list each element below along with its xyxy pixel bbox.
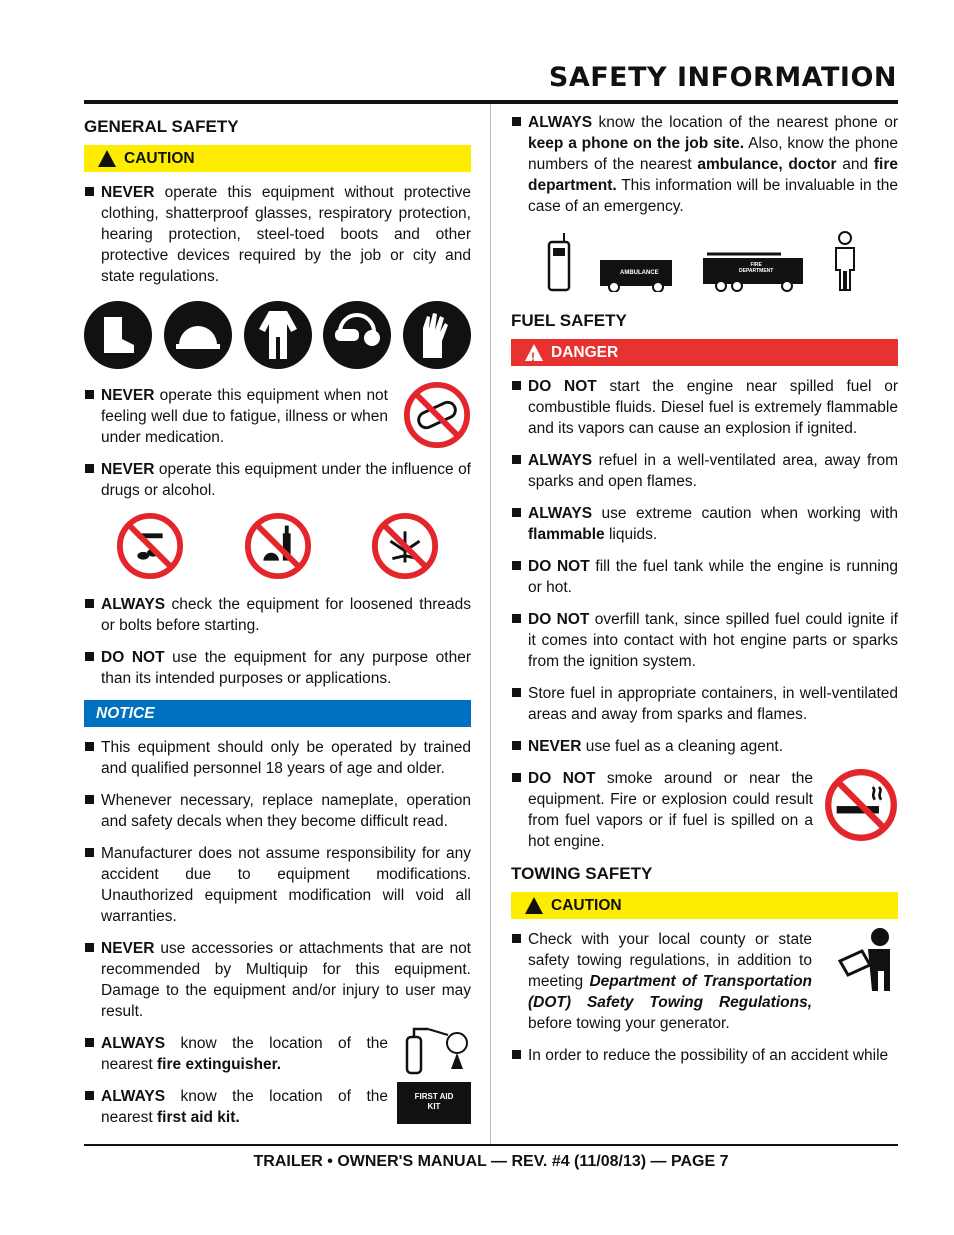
bullet-flammable-liquids: ALWAYS use extreme caution when working with flammable liquids. [511, 503, 898, 545]
ambulance-label: AMBULANCE [620, 270, 659, 276]
towing-caution-label: CAUTION [551, 897, 622, 914]
fire-dept-label: FIRE DEPARTMENT [739, 262, 774, 274]
fire-extinguisher-icon [401, 1023, 471, 1081]
cell-phone-icon [547, 232, 571, 292]
fire-truck-icon [701, 250, 805, 292]
warning-triangle-icon [525, 344, 543, 361]
gloves-icon [403, 301, 471, 369]
no-marijuana-icon [371, 512, 439, 580]
bullet-drugs-alcohol: NEVER operate this equipment under the influence of drugs or alcohol. [84, 459, 471, 501]
bullet-intended-purpose: DO NOT use the equipment for any purpose other than its intended purposes or applications. [84, 647, 471, 689]
fuel-safety-heading: FUEL SAFETY [511, 311, 627, 330]
bullet-towing-regulations: Check with your local county or state safety towing regulations, in addition to meeting Department of Transportation (DOT) Safety Towing Regulations, before towing your generator. [511, 929, 812, 1034]
bullet-spilled-fuel: DO NOT start the engine near spilled fuel or combustible fluids. Diesel fuel is extremely flammable and its vapors can cause an explosion if ignited. [511, 376, 898, 439]
bullet-accessories: NEVER use accessories or attachments that are not recommended by Multiquip for this equipment. Damage to the equipment and/or injury to user may result. [84, 938, 471, 1022]
bullet-store-fuel: Store fuel in appropriate containers, in well-ventilated areas and away from sparks and flames. [511, 683, 898, 725]
towing-caution-banner [511, 892, 898, 919]
left-column [84, 104, 471, 1139]
bullet-refuel-ventilated: ALWAYS refuel in a well-ventilated area, away from sparks and open flames. [511, 450, 898, 492]
bullet-reduce-accident: In order to reduce the possibility of an accident while [511, 1045, 898, 1066]
emergency-icon-row [511, 228, 898, 292]
page-footer: TRAILER • OWNER'S MANUAL — REV. #4 (11/08/13) — PAGE 7 [253, 1153, 729, 1170]
right-column [511, 104, 898, 1077]
general-safety-heading: GENERAL SAFETY [84, 117, 239, 136]
no-drugs-icon [116, 512, 184, 580]
danger-label: DANGER [551, 344, 619, 361]
ppe-icon-row [84, 301, 471, 369]
bullet-check-threads: ALWAYS check the equipment for loosened threads or bolts before starting. [84, 594, 471, 636]
no-medication-icon [403, 381, 471, 455]
doctor-icon [832, 230, 858, 292]
first-aid-kit-label: KIT [427, 1102, 441, 1111]
notice-banner [84, 700, 471, 727]
towing-safety-heading: TOWING SAFETY [511, 864, 653, 883]
bullet-phone-location: ALWAYS know the location of the nearest phone or keep a phone on the job site. Also, know the phone numbers of the nearest ambulance, doctor and fire department. This information will be invaluable in the case of an emergency. [511, 112, 898, 217]
first-aid-label: FIRST AID [414, 1092, 454, 1101]
bullet-not-feeling-well: NEVER operate this equipment when not feeling well due to fatigue, illness or when under medication. [84, 385, 388, 448]
warning-triangle-icon [525, 897, 543, 914]
bullet-fire-extinguisher: ALWAYS know the location of the nearest fire extinguisher. [84, 1033, 388, 1075]
bullet-overfill-tank: DO NOT overfill tank, since spilled fuel could ignite if it comes into contact with hot engine parts or sparks from the ignition system. [511, 609, 898, 672]
bullet-replace-decals: Whenever necessary, replace nameplate, operation and safety decals when they become difficult read. [84, 790, 471, 832]
drug-alcohol-icon-row [84, 512, 471, 580]
column-divider [490, 104, 491, 1144]
boot-icon [84, 301, 152, 369]
read-manual-icon [836, 927, 898, 999]
no-alcohol-icon [244, 512, 312, 580]
bullet-modifications: Manufacturer does not assume responsibility for any accident due to equipment modifications. Unauthorized equipment modification will void all warranties. [84, 843, 471, 927]
bullet-first-aid: ALWAYS know the location of the nearest first aid kit. [84, 1086, 388, 1128]
bullet-cleaning-agent: NEVER use fuel as a cleaning agent. [511, 736, 898, 757]
bullet-fill-tank: DO NOT fill the fuel tank while the engine is running or hot. [511, 556, 898, 598]
bullet-protective-gear: NEVER operate this equipment without protective clothing, shatterproof glasses, respiratory protection, hearing protection, steel-toed boots and other protective devices required by the job or city and state regulations. [84, 182, 471, 287]
no-smoking-icon [824, 768, 898, 848]
page-title: SAFETY INFORMATION [548, 62, 897, 93]
footer-rule [84, 1144, 898, 1146]
caution-label: CAUTION [124, 150, 195, 167]
hard-hat-icon [164, 301, 232, 369]
caution-banner [84, 145, 471, 172]
notice-label: NOTICE [96, 705, 155, 722]
bullet-trained-personnel: This equipment should only be operated by trained and qualified personnel 18 years of age and older. [84, 737, 471, 779]
warning-triangle-icon [98, 150, 116, 167]
danger-banner [511, 339, 898, 366]
ambulance-icon [598, 254, 674, 292]
coveralls-icon [244, 301, 312, 369]
goggles-earmuffs-icon [323, 301, 391, 369]
bullet-no-smoking: DO NOT smoke around or near the equipment. Fire or explosion could result from fuel vapors or if fuel is spilled on a hot engine. [511, 768, 813, 852]
first-aid-kit-icon [397, 1082, 471, 1124]
